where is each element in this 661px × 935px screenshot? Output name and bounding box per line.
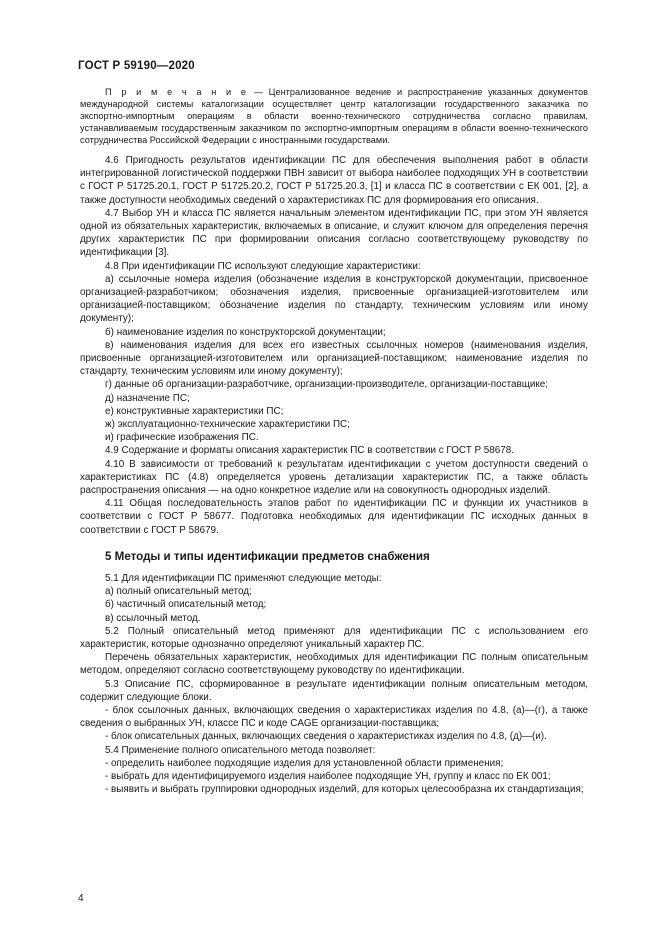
clause-4-6: 4.6 Пригодность результатов идентификации ПС для обеспечения выполнения работ в области интегрированной логистической поддержки ПВН зависит от выбора наиболее подходящих УН в соответствии с ГОСТ Р 51725.20.1, ГОСТ Р 51725.20.2, ГОСТ Р 51725.20.3, [1] и класса ПС в соответствии с ЕК 001, [2], а также доступности необходимых сведений о характеристиках ПС для формирования его описания. [80,155,588,206]
clause-5-2: 5.2 Полный описательный метод применяют для идентификации ПС с использованием его характеристик, которые однозначно определяют уникальный характер ПС. [80,625,588,650]
list-item-v: в) наименования изделия для всех его известных ссылочных номеров (наименования изделия, присвоенные организацией-изготовителем или организацией-поставщиком; наименование изделия по стандарту, техническим условиям или иному документу); [80,339,588,378]
clause-4-9: 4.9 Содержание и форматы описания характеристик ПС в соответствии с ГОСТ Р 58678. [105,445,515,457]
method-item-b: б) частичный описательный метод; [105,599,267,611]
note-text: — Централизованное ведение и распространение указанных документов международной системы каталогизации осуществляет центр каталогизации государственного заказчика по экспортно-импортным операциям в области военно-технического сотрудничества согласно правилам, устанавливаемым государственным заказчиком по экспортно-импортным операциям в области военно-технического сотрудничества Российской Федерации с иностранными государствами. [80,87,588,145]
list-item-d: д) назначение ПС; [105,392,190,404]
page-content [80,86,588,796]
note-paragraph [80,86,588,146]
clause-4-8: 4.8 При идентификации ПС используют следующие характеристики: [105,260,421,272]
clause-5-2-list: Перечень обязательных характеристик, необходимых для идентификации ПС полным описательным методом, определяют согласно соответствующему руководству по идентификации. [80,652,588,677]
benefit-item-3: - выявить и выбрать группировки однородных изделий, для которых целесообразна их стандартизация; [105,784,584,796]
clause-5-1: 5.1 Для идентификации ПС применяют следующие методы: [105,572,382,584]
benefit-item-2: - выбрать для идентифицируемого изделия наиболее подходящие УН, группу и класс по ЕК 001; [105,770,551,782]
benefit-item-1: - определить наиболее подходящие изделия для установленной области применения; [105,757,504,769]
list-item-b: б) наименование изделия по конструкторской документации; [105,326,386,338]
method-item-a: а) полный описательный метод; [105,586,252,598]
clause-4-11: 4.11 Общая последовательность этапов работ по идентификации ПС и функции их участников в соответствии с ГОСТ Р 58677. Подготовка необходимых для идентификации ПС исходных данных в соответствии с ГОСТ Р 58679. [80,498,588,536]
clause-5-3: 5.3 Описание ПС, сформированное в результате идентификации полным описательным методом, содержит следующие блоки. [80,678,588,703]
list-item-e: е) конструктивные характеристики ПС; [105,405,284,417]
clause-5-4: 5.4 Применение полного описательного метода позволяет: [105,744,376,756]
clause-4-7: 4.7 Выбор УН и класса ПС является начальным элементом идентификации ПС, при этом УН является одной из обязательных характеристик, включаемых в описание, и служит ключом для определения перечня других характеристик ПС при формировании описания согласно соответствующему руководству по идентификации [3]. [80,207,588,259]
block-descriptive-data: - блок описательных данных, включающих сведения о характеристиках изделия по 4.8, (д)—(и). [105,731,547,743]
list-item-zh: ж) эксплуатационно-технические характеристики ПС; [105,419,350,431]
list-item-g: г) данные об организации-разработчике, организации-производителе, организации-поставщике; [105,379,549,391]
block-reference-data: - блок ссылочных данных, включающих сведения о характеристиках изделия по 4.8, (а)—(г), а также сведения о выбранных УН, классе ПС и коде CAGE организации-поставщика; [80,704,588,730]
clause-4-10: 4.10 В зависимости от требований к результатам идентификации с учетом доступности сведений о характеристиках ПС (4.8) определяется уровень детализации характеристик ПС, а также область распространения описания — на одно конкретное изделие или на совокупность однородных изделий. [80,458,588,497]
standard-header: ГОСТ Р 59190—2020 [78,60,195,72]
page-number: 4 [78,893,84,904]
note-label: П р и м е ч а н и е [105,87,249,97]
list-item-a: а) ссылочные номера изделия (обозначение изделия в конструкторской документации, присвоенное организацией-разработчиком; обозначения изделия, присвоенные организацией-изготовителем или организацией-поставщиком; обозначение изделия по стандарту, техническим условиям или иному документу); [80,273,588,325]
method-item-v: в) ссылочный метод. [105,612,201,624]
section-5-heading: 5 Методы и типы идентификации предметов снабжения [105,549,430,563]
list-item-i: и) графические изображения ПС. [105,432,259,444]
